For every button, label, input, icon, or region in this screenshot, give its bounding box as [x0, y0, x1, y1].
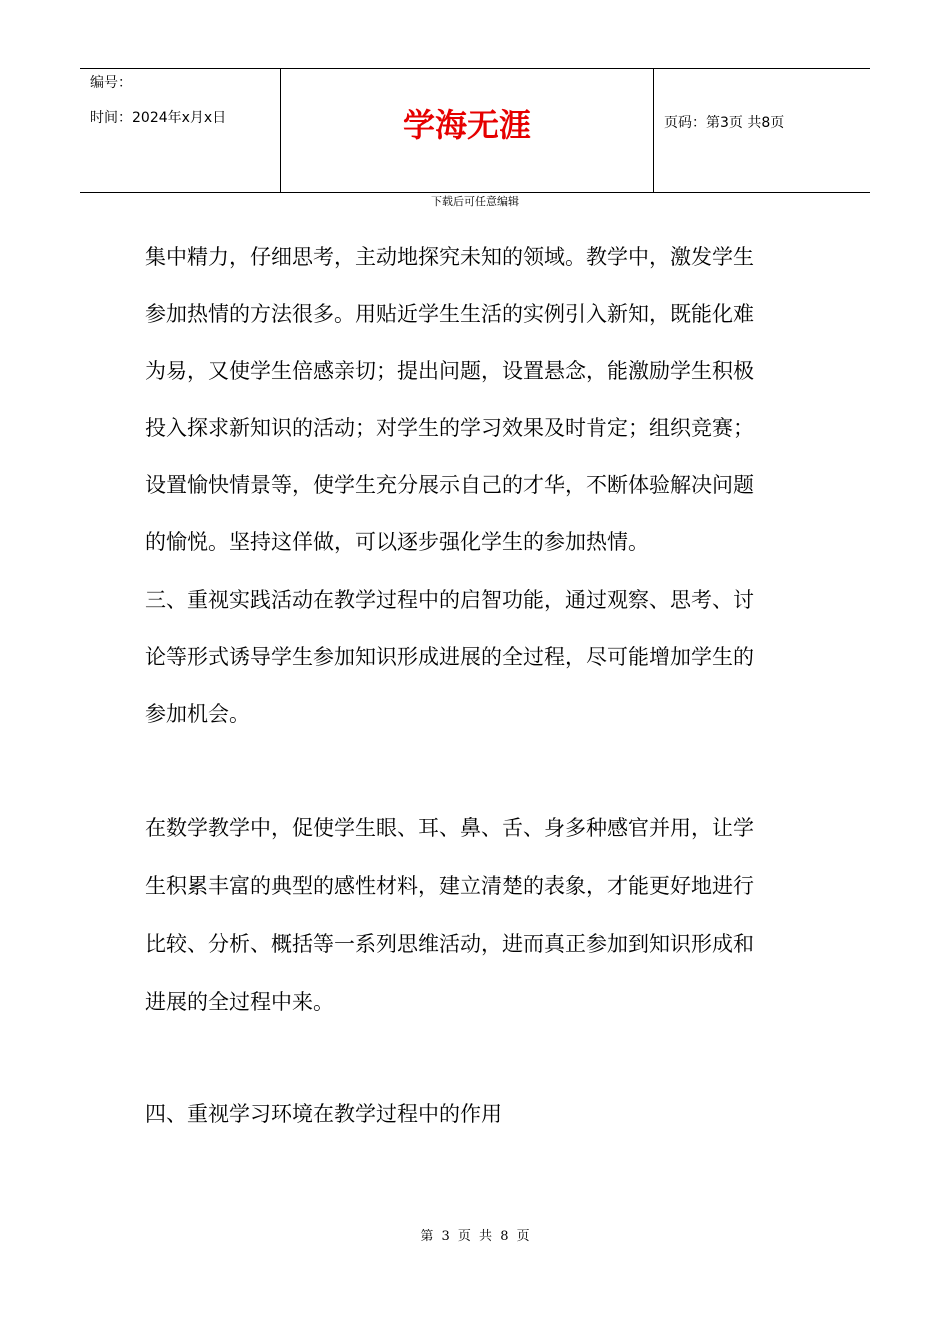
text-line: 三、重视实践活动在教学过程中的启智功能，通过观察、思考、讨 — [145, 588, 754, 612]
text-line: 在数学教学中，促使学生眼、耳、鼻、舌、身多种感官并用，让学 — [145, 816, 754, 840]
section-heading-4 — [145, 1100, 817, 1128]
page-footer: 第 3 页 共 8 页 — [420, 1229, 530, 1244]
document-title: 学海无涯 — [402, 106, 531, 144]
paragraph-2 — [145, 586, 817, 728]
text-line: 进展的全过程中来。 — [145, 990, 334, 1014]
text-line: 比较、分析、概括等一系列思维活动，进而真正参加到知识形成和 — [145, 932, 754, 956]
text-line: 生积累丰富的典型的感性材料，建立清楚的表象，才能更好地进行 — [145, 874, 754, 898]
serial-number-label: 编号： — [90, 75, 132, 91]
page-code-label: 页码：第3页 共8页 — [664, 115, 785, 131]
document-header — [80, 68, 870, 193]
download-note: 下载后可任意编辑 — [431, 195, 519, 208]
text-line: 集中精力，仔细思考，主动地探究未知的领域。教学中，激发学生 — [145, 245, 754, 269]
text-line: 四、重视学习环境在教学过程中的作用 — [145, 1102, 502, 1126]
paragraph-1 — [145, 243, 817, 556]
text-line: 参加热情的方法很多。用贴近学生生活的实例引入新知，既能化难 — [145, 302, 754, 326]
date-label: 时间：2024年x月x日 — [90, 110, 227, 126]
text-line: 参加机会。 — [145, 702, 250, 726]
text-line: 的愉悦。坚持这佯做，可以逐步强化学生的参加热情。 — [145, 530, 649, 554]
text-line: 设置愉快情景等，使学生充分展示自己的才华，不断体验解决问题 — [145, 473, 754, 497]
header-left-cell — [80, 69, 281, 192]
text-line: 为易，又使学生倍感亲切；提出问题，设置悬念，能激励学生积极 — [145, 359, 754, 383]
header-right-cell — [654, 69, 870, 192]
paragraph-3 — [145, 814, 817, 1016]
text-line: 论等形式诱导学生参加知识形成进展的全过程，尽可能增加学生的 — [145, 645, 754, 669]
header-center-cell — [281, 69, 654, 192]
text-line: 投入探求新知识的活动；对学生的学习效果及时肯定；组织竞赛； — [145, 416, 754, 440]
